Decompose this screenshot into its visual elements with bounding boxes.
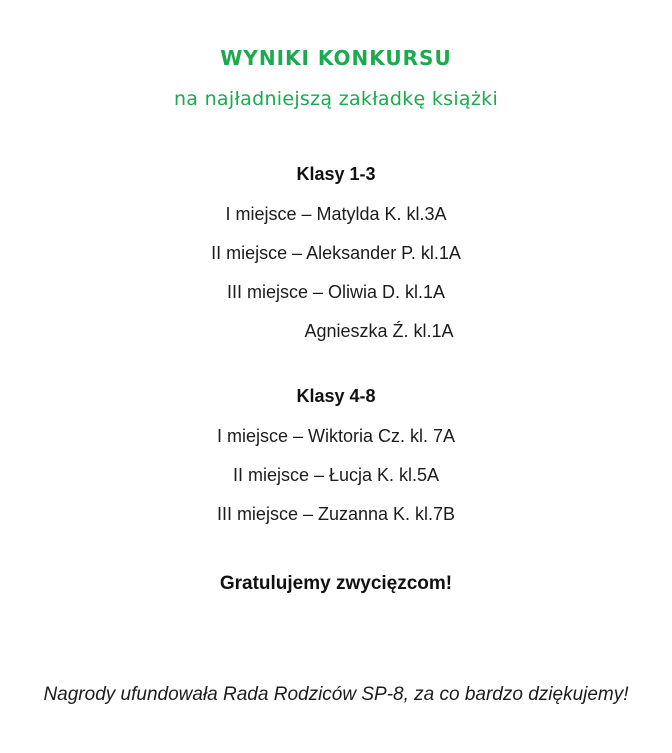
sponsor-note: Nagrody ufundowała Rada Rodziców SP-8, za co bardzo dziękujemy! bbox=[43, 684, 629, 705]
result-line-first-place: I miejsce – Matylda K. kl.3A bbox=[225, 204, 447, 224]
result-line-third-place-additional: Agnieszka Ź. kl.1A bbox=[304, 321, 454, 341]
result-line-second-place: II miejsce – Łucja K. kl.5A bbox=[232, 465, 440, 485]
contest-title: WYNIKI KONKURSU bbox=[220, 46, 452, 70]
congratulations-text: Gratulujemy zwycięzcom! bbox=[219, 573, 453, 594]
result-line-first-place: I miejsce – Wiktoria Cz. kl. 7A bbox=[216, 426, 456, 446]
contest-subtitle: na najładniejszą zakładkę książki bbox=[173, 88, 499, 110]
result-line-second-place: II miejsce – Aleksander P. kl.1A bbox=[211, 243, 461, 263]
section-heading-klasy-1-3: Klasy 1-3 bbox=[296, 164, 376, 184]
section-heading-klasy-4-8: Klasy 4-8 bbox=[296, 386, 376, 406]
result-line-third-place: III miejsce – Zuzanna K. kl.7B bbox=[216, 504, 456, 524]
result-line-third-place: III miejsce – Oliwia D. kl.1A bbox=[226, 282, 446, 302]
